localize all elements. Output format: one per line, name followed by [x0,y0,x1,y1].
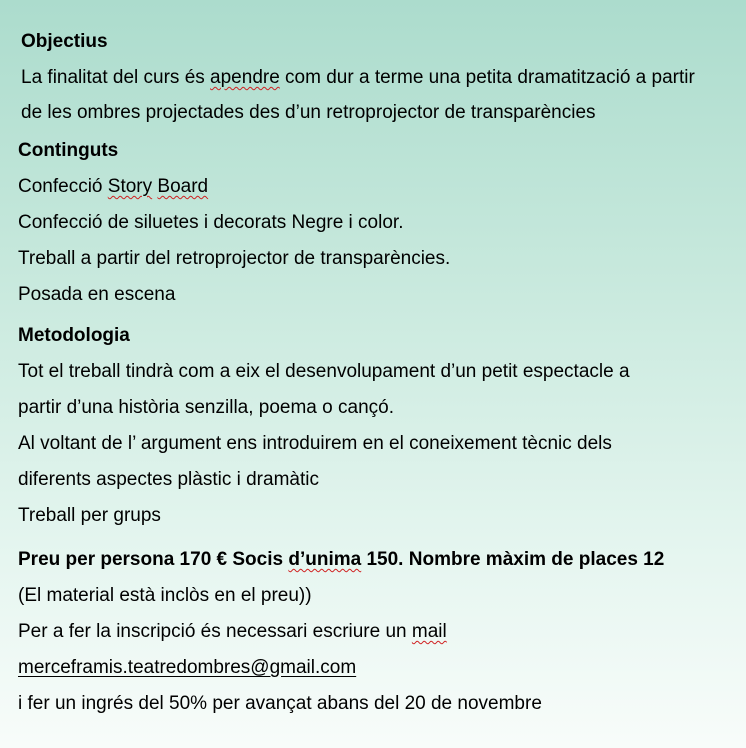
ingres-line: i fer un ingrés del 50% per avançat abans del 20 de novembre [18,693,542,714]
misspelled-word: mail [411,621,447,642]
continguts-item-2: Confecció de siluetes i decorats Negre i color. [18,212,404,233]
metodologia-line-4: diferents aspectes plàstic i dramàtic [18,469,319,490]
preu-text: Preu per persona 170 € Socis [18,549,289,570]
email-link[interactable]: merceframis.teatredombres@gmail.com [18,657,357,678]
misspelled-word: d’unima [288,549,362,570]
metodologia-line-1: Tot el treball tindrà com a eix el desenvolupament d’un petit espectacle a [18,361,630,382]
continguts-item-4: Posada en escena [18,284,176,305]
misspelled-word: apendre [210,67,280,88]
objectius-text: com dur a terme una petita dramatització a partir [279,67,695,88]
objectius-line-2: de les ombres projectades des d’un retroprojector de transparències [21,102,596,123]
inscripcio-text: Per a fer la inscripció és necessari escriure un [18,621,412,642]
misspelled-word: Story [107,176,153,197]
metodologia-line-2: partir d’una història senzilla, poema o cançó. [18,397,394,418]
continguts-item-3: Treball a partir del retroprojector de transparències. [18,248,451,269]
metodologia-heading: Metodologia [18,325,130,346]
continguts-heading: Continguts [18,140,119,161]
inscripcio-line [18,620,447,644]
objectius-line-1 [21,66,695,90]
preu-line [18,548,664,572]
continguts-text: Confecció [18,176,108,197]
objectius-text: La finalitat del curs és [21,67,211,88]
metodologia-line-3: Al voltant de l’ argument ens introduirem en el coneixement tècnic dels [18,433,612,454]
metodologia-line-5: Treball per grups [18,505,161,526]
preu-text: 150. Nombre màxim de places 12 [361,549,665,570]
objectius-heading: Objectius [21,31,108,52]
material-note: (El material està inclòs en el preu)) [18,585,312,606]
email-line [18,656,356,680]
continguts-item-1 [18,175,208,199]
misspelled-word: Board [157,176,209,197]
